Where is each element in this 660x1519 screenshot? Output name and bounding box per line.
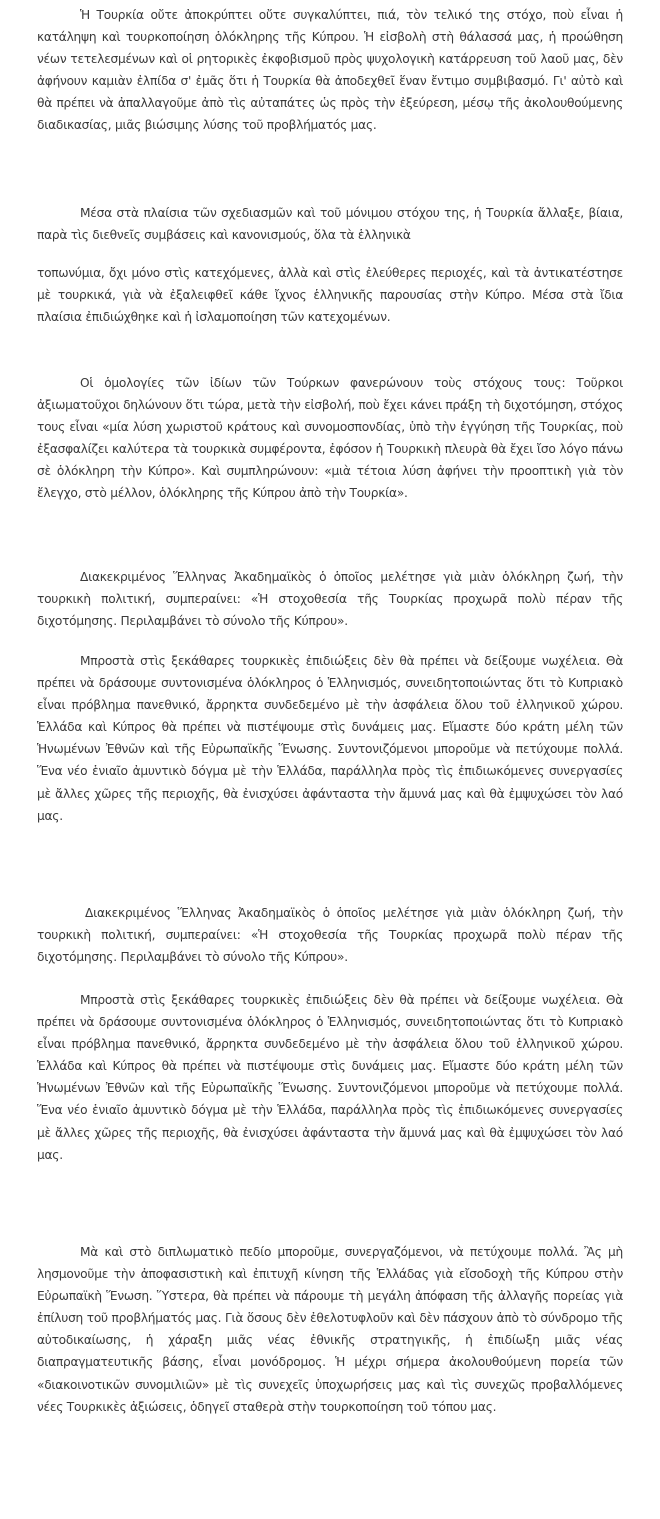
paragraph-2: Μέσα στὰ πλαίσια τῶν σχεδιασμῶν καὶ τοῦ μόνιμου στόχου της, ἡ Τουρκία ἄλλαξε, βίαια, παρὰ τὶς διεθνεῖς συμβάσεις καὶ κανονισμούς, ὅλα τὰ ἑλληνικὰ [37,206,623,243]
paragraph-2-continued: τοπωνύμια, ὄχι μόνο στὶς κατεχόμενες, ἀλλὰ καὶ στὶς ἐλεύθερες περιοχές, καὶ τὰ ἀντικατέστησε μὲ τουρκικά, γιὰ νὰ ἐξαλειφθεῖ κάθε ἴχνος ἑλληνικῆς παρουσίας στὴν Κύπρο. Μέσα στὰ ἴδια πλαίσια ἐπιδιώχθηκε καὶ ἡ ἰσλαμοποίηση τῶν κατεχομένων. [37,266,623,325]
paragraph-4: Διακεκριμένος Ἕλληνας Ἀκαδημαϊκὸς ὁ ὁποῖος μελέτησε γιὰ μιὰν ὁλόκληρη ζωή, τὴν τουρκικὴ πολιτική, συμπεραίνει: «Ἡ στοχοθεσία τῆς Τουρκίας προχωρᾶ πολὺ πέραν τῆς διχοτόμησης. Περιλαμβάνει τὸ σύνολο τῆς Κύπρου». [37,570,623,629]
paragraph-5: Μπροστὰ στὶς ξεκάθαρες τουρκικὲς ἐπιδιώξεις δὲν θὰ πρέπει νὰ δείξουμε νωχέλεια. Θὰ πρέπει νὰ δράσουμε συντονισμένα ὁλόκληρος ὁ Ἑλληνισμός, συνειδητοποιώντας ὅτι τὸ Κυπριακὸ εἶναι πρόβλημα πανεθνικό, ἄρρηκτα συνδεδεμένο μὲ τὴν ἀσφάλεια ὅλου τοῦ ἑλληνικοῦ χώρου. Ἑλλάδα καὶ Κύπρος θὰ πρέπει νὰ πιστέψουμε στὶς δυνάμεις μας. Εἴμαστε δύο κράτη μέλη τῶν Ἡνωμένων Ἐθνῶν καὶ τῆς Εὐρωπαϊκῆς Ἕνωσης. Συντονιζόμενοι μποροῦμε νὰ πετύχουμε πολλά. Ἕνα νέο ἑνιαῖο ἀμυντικὸ δόγμα μὲ τὴν Ἑλλάδα, παράλληλα πρὸς τὶς ἐπιδιωκόμενες συνεργασίες μὲ ἄλλες χῶρες τῆς περιοχῆς, θὰ ἐνισχύσει ἀφάνταστα τὴν ἄμυνά μας καὶ θὰ ἐμψυχώσει τὸν λαό μας. [37,654,623,823]
paragraph-6: Διακεκριμένος Ἕλληνας Ἀκαδημαϊκὸς ὁ ὁποῖος μελέτησε γιὰ μιὰν ὁλόκληρη ζωή, τὴν τουρκικὴ πολιτική, συμπεραίνει: «Ἡ στοχοθεσία τῆς Τουρκίας προχωρᾶ πολὺ πέραν τῆς διχοτόμησης. Περιλαμβάνει τὸ σύνολο τῆς Κύπρου». [37,906,623,965]
paragraph-8: Μὰ καὶ στὸ διπλωματικὸ πεδίο μποροῦμε, συνεργαζόμενοι, νὰ πετύχουμε πολλά. Ἂς μὴ λησμονοῦμε τὴν ἀποφασιστικὴ καὶ ἐπιτυχῆ κίνηση τῆς Ἑλλάδας γιὰ εἴσοδοχὴ τῆς Κύπρου στὴν Εὐρωπαϊκὴ Ἕνωση. Ὕστερα, θὰ πρέπει νὰ πάρουμε τὴ μεγάλη ἀπόφαση τῆς ἀλλαγῆς πορείας γιὰ ἐπίλυση τοῦ προβλήματός μας. Γιὰ ὅσους δὲν ἐθελοτυφλοῦν καὶ δὲν πάσχουν ἀπὸ τὸ σύνδρομο τῆς αὐτοδικαίωσης, ἡ χάραξη μιᾶς νέας ἐθνικῆς στρατηγικῆς, ἡ ἐπιδίωξη μιᾶς νέας διαπραγματευτικῆς βάσης, εἶναι μονόδρομος. Ἡ μέχρι σήμερα ἀκολουθούμενη πορεία τῶν «διακοινοτικῶν συνομιλιῶν» μὲ τὶς συνεχεῖς ὑποχωρήσεις μας καὶ τὶς συνεχῶς προβαλλόμενες νέες Τουρκικὲς ἀξιώσεις, ὁδηγεῖ σταθερὰ στὴν τουρκοποίηση τοῦ τόπου μας. [37,1245,623,1414]
paragraph-7: Μπροστὰ στὶς ξεκάθαρες τουρκικὲς ἐπιδιώξεις δὲν θὰ πρέπει νὰ δείξουμε νωχέλεια. Θὰ πρέπει νὰ δράσουμε συντονισμένα ὁλόκληρος ὁ Ἑλληνισμός, συνειδητοποιώντας ὅτι τὸ Κυπριακὸ εἶναι πρόβλημα πανεθνικό, ἄρρηκτα συνδεδεμένο μὲ τὴν ἀσφάλεια ὅλου τοῦ ἑλληνικοῦ χώρου. Ἑλλάδα καὶ Κύπρος θὰ πρέπει νὰ πιστέψουμε στὶς δυνάμεις μας. Εἴμαστε δύο κράτη μέλη τῶν Ἡνωμένων Ἐθνῶν καὶ τῆς Εὐρωπαϊκῆς Ἕνωσης. Συντονιζόμενοι μποροῦμε νὰ πετύχουμε πολλά. Ἕνα νέο ἑνιαῖο ἀμυντικὸ δόγμα μὲ τὴν Ἑλλάδα, παράλληλα πρὸς τὶς ἐπιδιωκόμενες συνεργασίες μὲ ἄλλες χῶρες τῆς περιοχῆς, θὰ ἐνισχύσει ἀφάνταστα τὴν ἄμυνά μας καὶ θὰ ἐμψυχώσει τὸν λαό μας. [37,993,623,1162]
paragraph-3: Οἱ ὁμολογίες τῶν ἰδίων τῶν Τούρκων φανερώνουν τοὺς στόχους τους: Τοῦρκοι ἀξιωματοῦχοι δηλώνουν ὅτι τώρα, μετὰ τὴν εἰσβολή, ποὺ ἔχει κάνει πράξη τὴ διχοτόμηση, στόχος τους εἶναι «μία λύση χωριστοῦ κράτους καὶ συνομοσπονδίας, ὑπὸ τὴν ἐγγύηση τῆς Τουρκίας, ποὺ ἐξασφαλίζει καλύτερα τὰ τουρκικὰ συμφέροντα, ἐφόσον ἡ Τουρκικὴ πλευρὰ θὰ ἔχει ἴσο λόγο πάνω σὲ ὁλόκληρη τὴν Κύπρο». Καὶ συμπληρώνουν: «μιὰ τέτοια λύση ἀφήνει τὴν προοπτικὴ γιὰ τὸν ἔλεγχο, στὸ μέλλον, ὁλόκληρης τῆς Κύπρου ἀπὸ τὴν Τουρκία». [37,376,623,501]
paragraph-1: Ἡ Τουρκία οὔτε ἀποκρύπτει οὔτε συγκαλύπτει, πιά, τὸν τελικό της στόχο, ποὺ εἶναι ἡ κατάληψη καὶ τουρκοποίηση ὁλόκληρης τῆς Κύπρου. Ἡ εἰσβολὴ στὴ θάλασσά μας, ἡ προώθηση νέων τετελεσμένων καὶ οἱ ρητορικὲς ἐκφοβισμοῦ πρὸς ψυχολογικὴ κατάρρευση τοῦ λαοῦ μας, δὲν ἀφήνουν καμιὰν ἐλπίδα σ' ἐμᾶς ὅτι ἡ Τουρκία θὰ ἀποδεχθεῖ ἕναν ἔντιμο συμβιβασμό. Γι' αὐτὸ καὶ θὰ πρέπει νὰ ἀπαλλαγοῦμε ἀπὸ τὶς αὐταπάτες ὡς πρὸς τὴν ἐξεύρεση, μέσῳ τῆς ἀκολουθούμενης διαδικασίας, μιᾶς βιώσιμης λύσης τοῦ προβλήματός μας. [37,8,623,133]
